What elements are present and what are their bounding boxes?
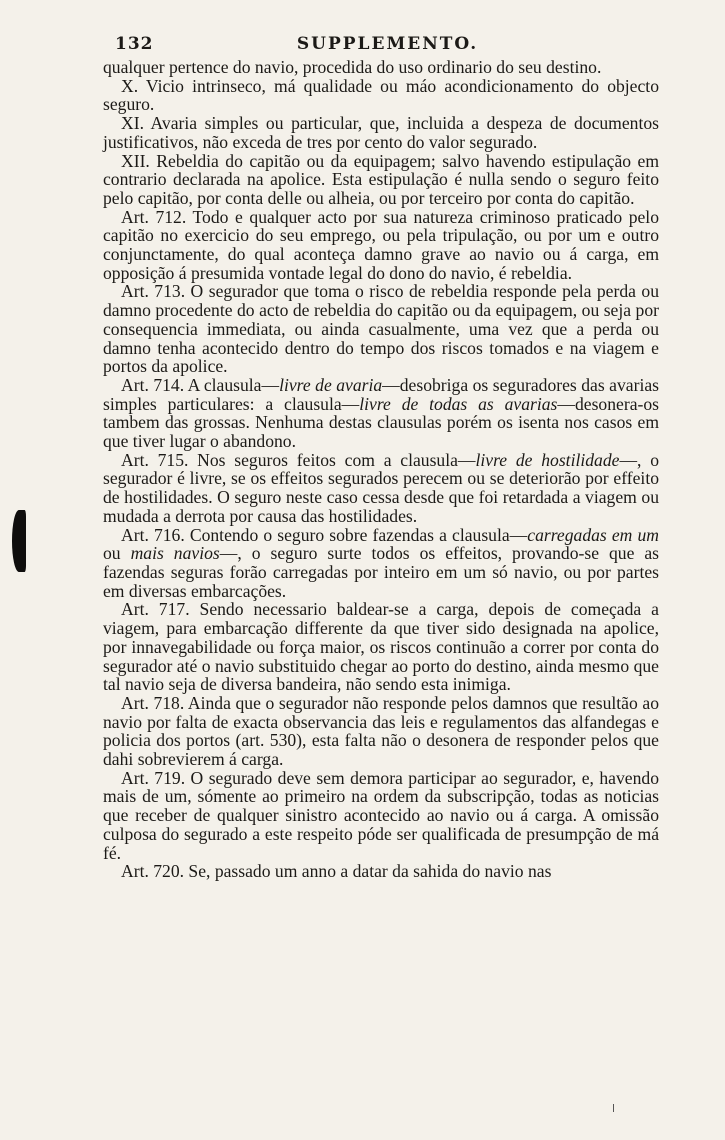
paragraph <box>103 694 659 769</box>
page-number: 132 <box>115 34 154 54</box>
text-run: ou <box>103 543 131 564</box>
body-text <box>103 58 659 881</box>
text-run: Art. 719. O segurado deve sem demora participar ao segurador, e, havendo mais de um, sómente ao primeiro na ordem da subscripção, todas as noticias que receber de qualquer sinistro acontecido ao navio ou á carga. A omissão culposa do segurado a este respeito póde ser qualificada de presumpção de má fé. <box>103 767 659 863</box>
page-header <box>115 34 660 58</box>
paragraph <box>103 769 659 863</box>
text-run: Art. 714. A clausula— <box>121 374 280 395</box>
text-run: —, o seguro surte todos os effeitos, provando-se que as fazendas seguras forão carregadas por inteiro em um só navio, ou por partes em diversas embarcações. <box>103 543 660 601</box>
text-run: Art. 718. Ainda que o segurador não responde pelos damnos que resultão ao navio por falta de exacta observancia das leis e regulamentos das alfandegas e policia dos portos (art. 530), esta falta não o desonera de responder pelos que dahi sobrevierem á carga. <box>103 692 659 770</box>
paragraph <box>103 451 659 526</box>
italic-phrase: mais navios <box>130 543 220 564</box>
scan-mark <box>613 1104 614 1112</box>
text-run: —desonera-os tambem das grossas. Nenhuma destas clausulas porém os isenta nos casos em que tiver lugar o abandono. <box>103 393 660 452</box>
text-run: XI. Avaria simples ou particular, que, incluida a despeza de documentos justificativos, não exceda de tres por cento do valor segurado. <box>103 113 659 152</box>
text-run: X. Vicio intrinseco, má qualidade ou máo acondicionamento do objecto seguro. <box>103 75 659 115</box>
paragraph <box>103 114 659 151</box>
italic-phrase: livre de todas as avarias <box>359 393 558 414</box>
paragraph <box>103 526 659 601</box>
text-run: Art. 720. Se, passado um anno a datar da sahida do navio nas <box>121 861 552 882</box>
paragraph <box>103 600 659 694</box>
paragraph <box>103 77 659 114</box>
text-run: —desobriga os seguradores das avarias simples particulares: a clausula— <box>103 374 659 414</box>
paragraph <box>103 862 659 881</box>
paragraph <box>103 376 659 451</box>
text-run: —, o segurador é livre, se os effeitos segurados perecem ou se deteriorão por effeito de hostilidades. O seguro neste caso cessa desde que foi retardada a viagem ou mudada a derrota por causa das hostilidades. <box>103 449 659 526</box>
text-run: qualquer pertence do navio, procedida do uso ordinario do seu destino. <box>103 57 602 77</box>
text-run: Art. 712. Todo e qualquer acto por sua natureza criminoso praticado pelo capitão no exercicio do seu emprego, ou pela tripulação, ou por um e outro conjunctamente, do qual aconteça damno grave ao navio ou á carga, em opposição á presumida vontade legal do dono do navio, é rebeldia. <box>103 206 659 283</box>
text-run: Art. 717. Sendo necessario baldear-se a carga, depois de começada a viagem, para embarcação differente da que tiver sido designada na apolice, por innavegabilidade ou força maior, os riscos continuão a correr por conta do segurador até o navio substituido chegar ao porto do destino, ainda mesmo que tal navio seja de diversa bandeira, não sendo esta inimiga. <box>103 599 659 695</box>
paragraph <box>103 152 659 208</box>
italic-phrase: livre de avaria <box>279 374 383 395</box>
binding-shadow <box>12 510 26 572</box>
text-run: Art. 716. Contendo o seguro sobre fazendas a clausula— <box>121 524 528 545</box>
text-run: Art. 715. Nos seguros feitos com a clausula— <box>121 449 476 470</box>
text-run: XII. Rebeldia do capitão ou da equipagem; salvo havendo estipulação em contrario declarada na apolice. Esta estipulação é nulla sendo o seguro feito pelo capitão, por conta delle ou alheia, ou por terceiro por conta do capitão. <box>103 150 659 208</box>
paragraph <box>103 282 659 376</box>
italic-phrase: carregadas em um <box>527 524 659 545</box>
italic-phrase: livre de hostilidade <box>475 449 620 470</box>
text-run: Art. 713. O segurador que toma o risco de rebeldia responde pela perda ou damno procedente do acto de rebeldia do capitão ou da equipagem, ou seja por consequencia immediata, ou ainda casualmente, uma vez que a perda ou damno tenha acontecido dentro do tempo dos riscos tomados e na viagem e portos da apolice. <box>103 281 659 377</box>
paragraph <box>103 208 659 283</box>
paragraph <box>103 58 659 77</box>
running-title: SUPPLEMENTO. <box>296 34 479 54</box>
